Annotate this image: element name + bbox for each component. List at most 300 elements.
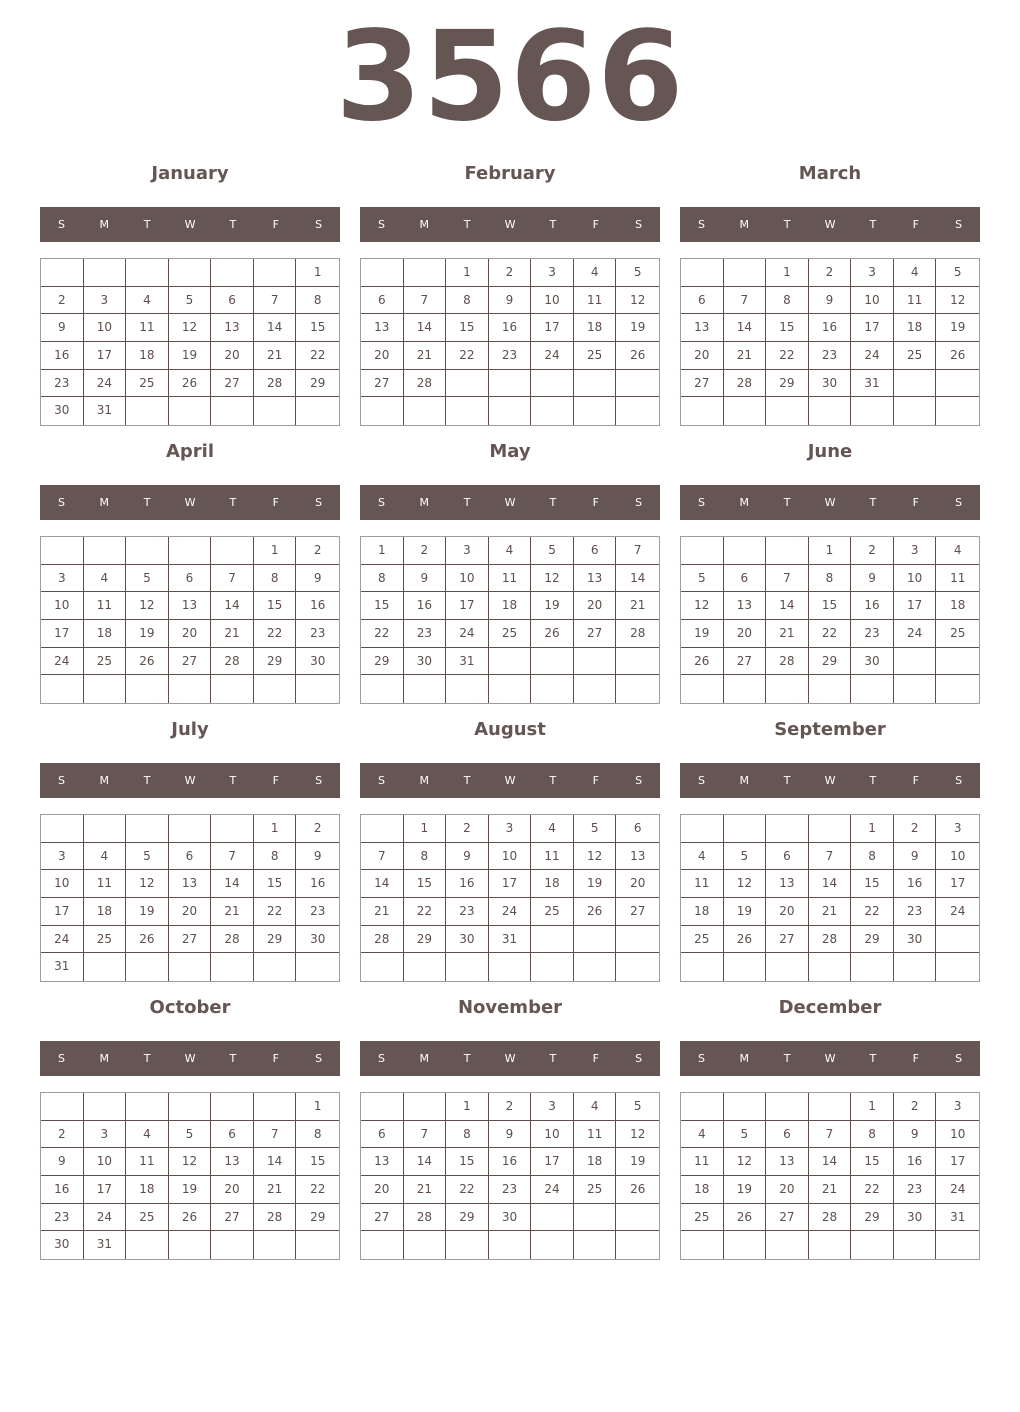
weekday-label: M: [739, 218, 750, 231]
weekday-label: T: [549, 774, 557, 787]
day-cell: 26: [936, 342, 979, 370]
weekday-label: T: [143, 218, 151, 231]
day-cell: [254, 1231, 297, 1259]
day-cell: 13: [574, 565, 617, 593]
day-cell: [616, 397, 659, 425]
day-cell: 19: [126, 898, 169, 926]
day-cell: 29: [446, 1204, 489, 1232]
day-cell: 15: [851, 870, 894, 898]
day-cell: 12: [126, 592, 169, 620]
day-cell: 3: [531, 1093, 574, 1121]
day-cell: 13: [616, 843, 659, 871]
day-cell: [681, 1231, 724, 1259]
day-cell: 25: [574, 342, 617, 370]
day-cell: 31: [446, 648, 489, 676]
day-cell: 7: [361, 843, 404, 871]
day-cell: 4: [574, 259, 617, 287]
day-cell: 10: [489, 843, 532, 871]
day-cell: [211, 397, 254, 425]
day-cell: 16: [489, 1148, 532, 1176]
day-cell: 15: [296, 314, 339, 342]
day-cell: [41, 259, 84, 287]
weekday-label: F: [272, 774, 279, 787]
day-cell: 7: [766, 565, 809, 593]
day-cell: 7: [211, 843, 254, 871]
day-cell: [489, 397, 532, 425]
month-title: November: [457, 997, 563, 1018]
day-cell: 16: [894, 870, 937, 898]
day-cell: 21: [809, 1176, 852, 1204]
day-cell: 3: [936, 815, 979, 843]
day-cell: 24: [41, 648, 84, 676]
weekday-label: F: [912, 218, 919, 231]
day-cell: 15: [809, 592, 852, 620]
day-cell: 7: [809, 1121, 852, 1149]
day-cell: 6: [211, 287, 254, 315]
day-cell: 10: [531, 287, 574, 315]
day-cell: [254, 953, 297, 981]
day-cell: [616, 1204, 659, 1232]
weekday-header: [360, 485, 660, 520]
day-grid: [40, 258, 340, 426]
day-cell: 25: [84, 926, 127, 954]
day-cell: 11: [489, 565, 532, 593]
day-cell: 27: [361, 1204, 404, 1232]
day-cell: 2: [404, 537, 447, 565]
day-cell: [211, 1231, 254, 1259]
day-cell: 9: [489, 1121, 532, 1149]
day-cell: 23: [41, 370, 84, 398]
day-cell: [766, 675, 809, 703]
day-cell: [851, 953, 894, 981]
weekday-label: T: [549, 218, 557, 231]
day-grid: [680, 536, 980, 704]
weekday-label: T: [783, 496, 791, 509]
day-cell: 14: [404, 314, 447, 342]
day-cell: [681, 537, 724, 565]
day-cell: 31: [84, 1231, 127, 1259]
day-cell: 4: [84, 565, 127, 593]
day-grid: [360, 1092, 660, 1260]
day-cell: 20: [211, 342, 254, 370]
day-cell: 19: [574, 870, 617, 898]
day-cell: [936, 953, 979, 981]
day-cell: [404, 675, 447, 703]
day-cell: [169, 1231, 212, 1259]
weekday-label: T: [783, 774, 791, 787]
day-cell: 15: [766, 314, 809, 342]
day-cell: 27: [361, 370, 404, 398]
day-cell: 20: [361, 1176, 404, 1204]
weekday-label: T: [869, 218, 877, 231]
day-cell: 13: [169, 592, 212, 620]
day-cell: 26: [169, 1204, 212, 1232]
day-cell: [489, 675, 532, 703]
day-cell: 8: [296, 287, 339, 315]
day-cell: [574, 1204, 617, 1232]
day-cell: 14: [211, 870, 254, 898]
day-cell: 29: [254, 926, 297, 954]
day-cell: 25: [936, 620, 979, 648]
day-cell: [296, 675, 339, 703]
day-cell: 24: [84, 370, 127, 398]
day-cell: 17: [531, 1148, 574, 1176]
day-cell: 6: [766, 843, 809, 871]
day-cell: 24: [84, 1204, 127, 1232]
day-cell: 5: [169, 287, 212, 315]
day-cell: 24: [531, 1176, 574, 1204]
day-cell: [296, 1231, 339, 1259]
weekday-label: F: [272, 1052, 279, 1065]
day-cell: 4: [84, 843, 127, 871]
day-grid: [40, 1092, 340, 1260]
weekday-label: S: [697, 774, 705, 787]
day-cell: 13: [361, 1148, 404, 1176]
day-cell: 9: [41, 314, 84, 342]
day-cell: [404, 1093, 447, 1121]
day-cell: [41, 815, 84, 843]
day-cell: [681, 397, 724, 425]
weekday-label: W: [824, 774, 836, 787]
month-title: January: [151, 163, 229, 184]
day-cell: 2: [446, 815, 489, 843]
weekday-label: S: [377, 496, 385, 509]
weekday-label: S: [955, 774, 963, 787]
day-cell: [41, 675, 84, 703]
day-cell: 18: [126, 1176, 169, 1204]
day-cell: 26: [126, 648, 169, 676]
day-cell: 19: [936, 314, 979, 342]
weekday-label: T: [549, 1052, 557, 1065]
weekday-header: [40, 1041, 340, 1076]
day-cell: 26: [616, 1176, 659, 1204]
day-cell: 13: [724, 592, 767, 620]
day-cell: 7: [404, 287, 447, 315]
day-cell: 27: [766, 926, 809, 954]
day-cell: 11: [574, 1121, 617, 1149]
day-cell: 26: [169, 370, 212, 398]
day-cell: 27: [766, 1204, 809, 1232]
weekday-label: M: [419, 218, 430, 231]
day-cell: 10: [851, 287, 894, 315]
day-cell: 5: [616, 1093, 659, 1121]
day-cell: 12: [724, 870, 767, 898]
day-cell: 30: [41, 397, 84, 425]
day-cell: 28: [211, 926, 254, 954]
weekday-label: F: [912, 774, 919, 787]
weekday-label: S: [377, 1052, 385, 1065]
day-cell: 26: [681, 648, 724, 676]
day-cell: 14: [211, 592, 254, 620]
day-cell: 4: [936, 537, 979, 565]
day-cell: [169, 259, 212, 287]
weekday-label: M: [99, 774, 110, 787]
day-cell: [489, 1231, 532, 1259]
weekday-label: T: [229, 774, 237, 787]
day-cell: 23: [41, 1204, 84, 1232]
day-cell: 1: [296, 259, 339, 287]
day-cell: [616, 926, 659, 954]
day-cell: 15: [446, 1148, 489, 1176]
day-cell: 22: [254, 620, 297, 648]
day-cell: [809, 675, 852, 703]
day-cell: 12: [724, 1148, 767, 1176]
weekday-label: S: [635, 1052, 643, 1065]
month-title: May: [489, 441, 531, 462]
day-cell: 1: [446, 1093, 489, 1121]
day-cell: 3: [41, 843, 84, 871]
weekday-label: F: [912, 496, 919, 509]
day-cell: 26: [574, 898, 617, 926]
day-cell: 5: [574, 815, 617, 843]
day-cell: 8: [851, 1121, 894, 1149]
day-cell: 15: [404, 870, 447, 898]
day-cell: 23: [894, 1176, 937, 1204]
weekday-label: S: [315, 1052, 323, 1065]
day-cell: [616, 953, 659, 981]
day-cell: 2: [41, 1121, 84, 1149]
day-cell: 8: [766, 287, 809, 315]
day-cell: 17: [894, 592, 937, 620]
day-cell: [84, 953, 127, 981]
day-cell: 6: [169, 565, 212, 593]
day-cell: [724, 953, 767, 981]
day-cell: 17: [84, 1176, 127, 1204]
day-cell: [489, 953, 532, 981]
day-cell: 20: [361, 342, 404, 370]
day-cell: [211, 675, 254, 703]
weekday-label: F: [592, 496, 599, 509]
day-cell: [936, 675, 979, 703]
day-cell: 17: [41, 620, 84, 648]
day-cell: 16: [41, 1176, 84, 1204]
day-cell: 27: [169, 648, 212, 676]
day-cell: 23: [489, 342, 532, 370]
weekday-label: S: [635, 774, 643, 787]
weekday-label: T: [229, 496, 237, 509]
day-cell: 26: [531, 620, 574, 648]
day-cell: [724, 815, 767, 843]
day-cell: 19: [724, 1176, 767, 1204]
day-cell: [361, 675, 404, 703]
day-cell: 8: [254, 565, 297, 593]
day-cell: 30: [489, 1204, 532, 1232]
day-cell: 3: [531, 259, 574, 287]
day-cell: 21: [404, 342, 447, 370]
day-cell: 6: [169, 843, 212, 871]
day-cell: 28: [211, 648, 254, 676]
day-cell: 22: [446, 342, 489, 370]
day-cell: 14: [766, 592, 809, 620]
day-cell: 30: [851, 648, 894, 676]
day-cell: 27: [574, 620, 617, 648]
month-title: August: [474, 719, 546, 740]
day-cell: 29: [296, 370, 339, 398]
day-cell: 2: [296, 815, 339, 843]
weekday-label: S: [315, 496, 323, 509]
day-cell: [894, 675, 937, 703]
day-cell: [936, 648, 979, 676]
day-cell: [616, 648, 659, 676]
day-cell: 23: [894, 898, 937, 926]
day-cell: 9: [296, 565, 339, 593]
day-cell: 20: [169, 620, 212, 648]
weekday-label: T: [783, 218, 791, 231]
day-cell: [126, 815, 169, 843]
day-cell: [169, 815, 212, 843]
day-cell: 5: [531, 537, 574, 565]
day-cell: 3: [84, 1121, 127, 1149]
day-cell: 15: [446, 314, 489, 342]
day-cell: 28: [254, 370, 297, 398]
day-grid: [680, 258, 980, 426]
weekday-label: T: [463, 218, 471, 231]
day-cell: 21: [211, 898, 254, 926]
day-cell: 20: [766, 1176, 809, 1204]
day-cell: 24: [531, 342, 574, 370]
day-cell: 20: [616, 870, 659, 898]
day-cell: 14: [254, 314, 297, 342]
weekday-label: M: [99, 496, 110, 509]
day-cell: [724, 259, 767, 287]
day-cell: 9: [809, 287, 852, 315]
day-cell: 8: [851, 843, 894, 871]
day-cell: 20: [681, 342, 724, 370]
day-cell: 11: [894, 287, 937, 315]
day-cell: 21: [404, 1176, 447, 1204]
day-cell: 29: [851, 1204, 894, 1232]
day-cell: 25: [489, 620, 532, 648]
day-cell: [361, 1093, 404, 1121]
weekday-label: M: [99, 218, 110, 231]
day-cell: 28: [809, 1204, 852, 1232]
day-cell: 13: [211, 314, 254, 342]
day-cell: [404, 397, 447, 425]
day-cell: [809, 953, 852, 981]
day-cell: 28: [616, 620, 659, 648]
day-cell: 9: [446, 843, 489, 871]
day-cell: 6: [616, 815, 659, 843]
weekday-label: T: [463, 1052, 471, 1065]
day-cell: [169, 397, 212, 425]
day-cell: 3: [84, 287, 127, 315]
day-cell: [809, 1093, 852, 1121]
day-cell: 28: [254, 1204, 297, 1232]
day-cell: 16: [489, 314, 532, 342]
day-cell: 6: [361, 287, 404, 315]
day-cell: 14: [616, 565, 659, 593]
day-cell: [724, 1093, 767, 1121]
day-cell: 14: [361, 870, 404, 898]
day-cell: 13: [766, 1148, 809, 1176]
day-cell: 17: [446, 592, 489, 620]
day-cell: 18: [531, 870, 574, 898]
day-cell: 18: [84, 898, 127, 926]
day-cell: 23: [489, 1176, 532, 1204]
day-grid: [680, 814, 980, 982]
day-cell: [361, 1231, 404, 1259]
day-cell: 30: [404, 648, 447, 676]
weekday-label: S: [635, 218, 643, 231]
day-cell: 21: [254, 1176, 297, 1204]
day-cell: 4: [126, 287, 169, 315]
day-cell: [851, 397, 894, 425]
day-cell: 11: [574, 287, 617, 315]
weekday-label: T: [869, 774, 877, 787]
day-cell: 19: [681, 620, 724, 648]
day-cell: 27: [681, 370, 724, 398]
weekday-label: W: [504, 1052, 516, 1065]
day-cell: [41, 1093, 84, 1121]
day-cell: 18: [84, 620, 127, 648]
day-cell: 24: [894, 620, 937, 648]
day-cell: [446, 675, 489, 703]
day-cell: 25: [681, 1204, 724, 1232]
day-cell: 22: [809, 620, 852, 648]
day-cell: 12: [616, 287, 659, 315]
day-cell: [724, 537, 767, 565]
day-cell: [681, 259, 724, 287]
day-cell: 11: [531, 843, 574, 871]
day-cell: 23: [296, 620, 339, 648]
day-cell: [126, 1231, 169, 1259]
day-cell: [254, 259, 297, 287]
weekday-label: S: [955, 218, 963, 231]
day-cell: [84, 815, 127, 843]
weekday-label: W: [504, 496, 516, 509]
weekday-label: M: [739, 1052, 750, 1065]
weekday-header: [40, 485, 340, 520]
day-cell: [126, 953, 169, 981]
day-cell: 28: [404, 370, 447, 398]
day-cell: 24: [489, 898, 532, 926]
day-cell: 19: [169, 342, 212, 370]
day-cell: 31: [84, 397, 127, 425]
day-cell: 15: [254, 592, 297, 620]
day-cell: [361, 815, 404, 843]
day-cell: 12: [126, 870, 169, 898]
day-cell: [531, 1204, 574, 1232]
day-cell: 7: [254, 1121, 297, 1149]
weekday-label: T: [549, 496, 557, 509]
day-cell: 8: [809, 565, 852, 593]
day-cell: 30: [296, 926, 339, 954]
day-cell: 3: [489, 815, 532, 843]
day-cell: [766, 815, 809, 843]
day-grid: [680, 1092, 980, 1260]
day-cell: 21: [809, 898, 852, 926]
day-cell: 1: [851, 1093, 894, 1121]
day-cell: 6: [211, 1121, 254, 1149]
weekday-label: S: [377, 774, 385, 787]
day-cell: 17: [936, 1148, 979, 1176]
day-cell: 30: [446, 926, 489, 954]
day-cell: 1: [361, 537, 404, 565]
day-cell: [126, 1093, 169, 1121]
day-cell: 9: [404, 565, 447, 593]
day-cell: [616, 370, 659, 398]
day-cell: 27: [724, 648, 767, 676]
day-cell: 8: [446, 1121, 489, 1149]
day-cell: 13: [211, 1148, 254, 1176]
day-cell: [936, 926, 979, 954]
day-cell: 10: [894, 565, 937, 593]
weekday-header: [40, 763, 340, 798]
day-cell: 14: [809, 870, 852, 898]
day-cell: 17: [851, 314, 894, 342]
day-cell: 17: [936, 870, 979, 898]
weekday-header: [360, 763, 660, 798]
